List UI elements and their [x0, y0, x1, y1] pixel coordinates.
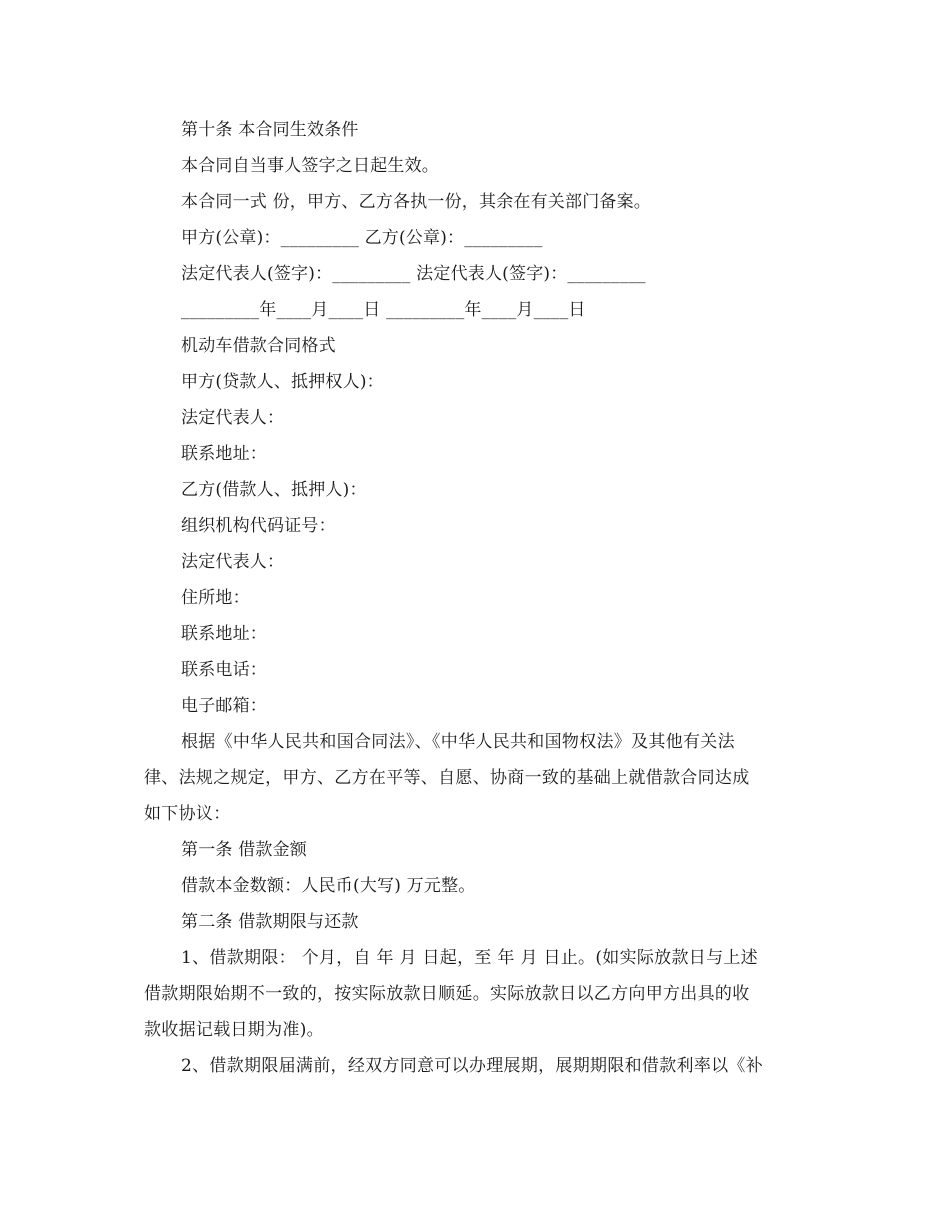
party-b-org-code: 组织机构代码证号：: [181, 516, 336, 536]
document-body: [144, 112, 804, 1084]
party-b-email: 电子邮箱：: [181, 696, 267, 716]
party-b-legal-rep: 法定代表人：: [181, 552, 285, 572]
basis-paragraph-line-3: 如下协议：: [144, 804, 231, 824]
effective-clause: 本合同自当事人签字之日起生效。: [181, 156, 439, 176]
copies-clause: 本合同一式 份，甲方、乙方各执一份，其余在有关部门备案。: [181, 192, 652, 212]
contract-format-title: 机动车借款合同格式: [181, 336, 336, 356]
party-a-address: 联系地址：: [181, 444, 267, 464]
article-1-title: 第一条 借款金额: [181, 840, 308, 860]
extension-paragraph-line-1: 2、借款期限届满前，经双方同意可以办理展期，展期期限和借款利率以《补: [181, 1056, 764, 1076]
term-paragraph-line-3: 款收据记载日期为准)。: [144, 1020, 324, 1040]
date-line: _________年____月____日 _________年____月____日: [181, 300, 586, 320]
basis-paragraph-line-2: 律、法规之规定，甲方、乙方在平等、自愿、协商一致的基础上就借款合同达成: [144, 768, 750, 788]
basis-paragraph-line-1: 根据《中华人民共和国合同法》、《中华人民共和国物权法》及其他有关法: [181, 732, 735, 752]
party-b-domicile: 住所地：: [181, 588, 250, 608]
basis-paragraph: [144, 724, 804, 832]
article-2-title: 第二条 借款期限与还款: [181, 912, 359, 932]
seal-line: 甲方(公章)：_________ 乙方(公章)：_________: [181, 228, 543, 248]
term-paragraph-line-2: 借款期限始期不一致的，按实际放款日顺延。实际放款日以乙方向甲方出具的收: [144, 984, 750, 1004]
term-paragraph-line-1: 1、借款期限： 个月，自 年 月 日起，至 年 月 日止。(如实际放款日与上述: [181, 948, 758, 968]
article-1-body: 借款本金数额：人民币(大写) 万元整。: [181, 876, 476, 896]
party-a-legal-rep: 法定代表人：: [181, 408, 285, 428]
extension-paragraph: [144, 1048, 804, 1084]
party-a-label: 甲方(贷款人、抵押权人)：: [181, 372, 384, 392]
party-b-phone: 联系电话：: [181, 660, 267, 680]
party-b-address: 联系地址：: [181, 624, 267, 644]
article-10-title: 第十条 本合同生效条件: [181, 120, 359, 140]
signature-line: 法定代表人(签字)：_________ 法定代表人(签字)：_________: [181, 264, 646, 284]
party-b-label: 乙方(借款人、抵押人)：: [181, 480, 367, 500]
term-paragraph: [144, 940, 804, 1048]
